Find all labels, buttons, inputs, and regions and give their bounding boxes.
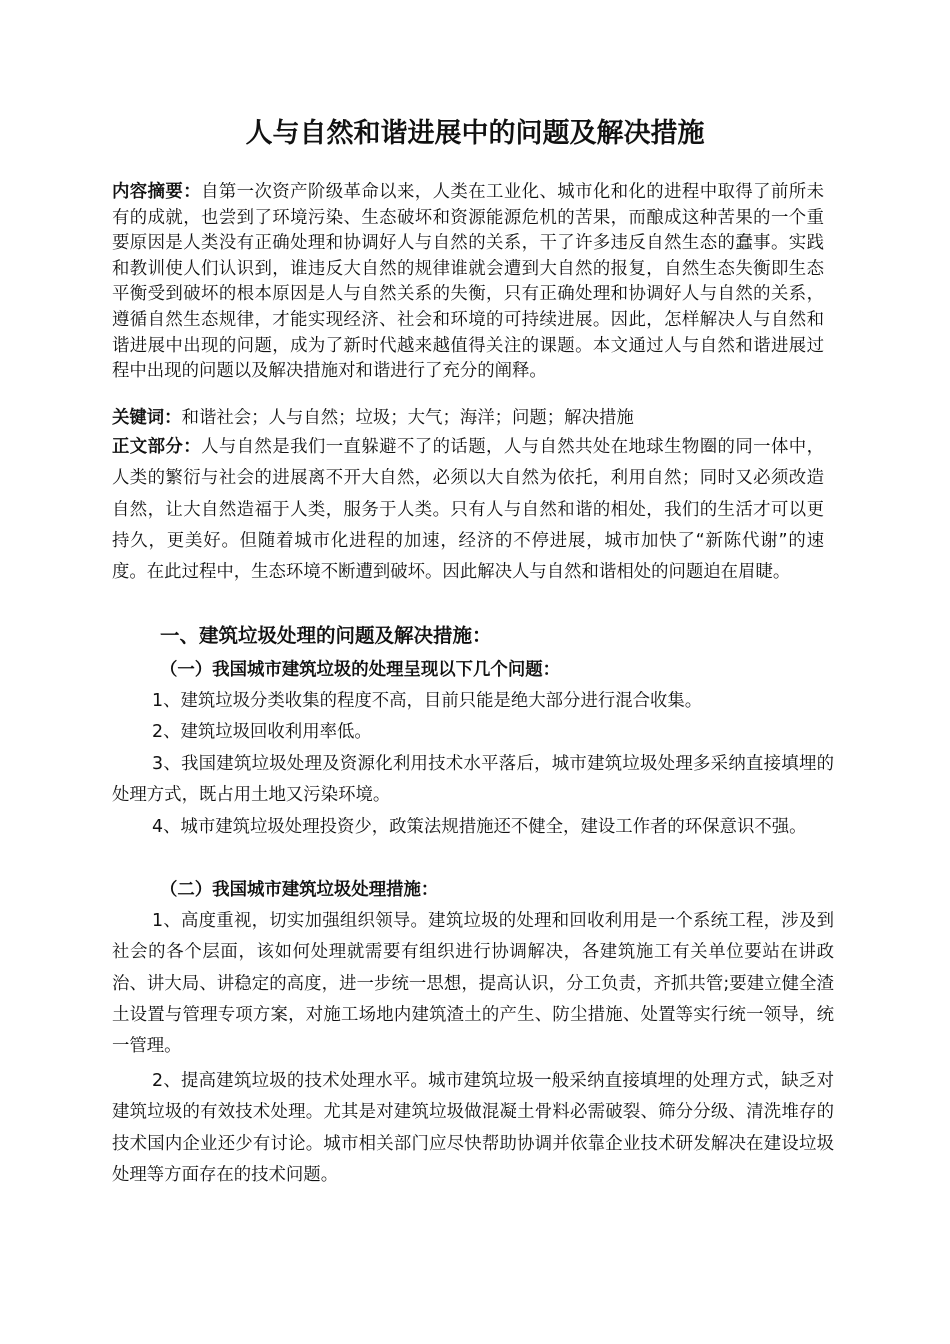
problem-item: 1、建筑垃圾分类收集的程度不高，目前只能是绝大部分进行混合收集。 [152, 691, 703, 711]
body-paragraph [112, 432, 824, 588]
section-heading: 一、建筑垃圾处理的问题及解决措施： [160, 624, 492, 647]
measure-item: 1、高度重视，切实加强组织领导。建筑垃圾的处理和回收利用是一个系统工程，涉及到社会的各个层面，该如何处理就需要有组织进行协调解决，各建筑施工有关单位要站在讲政治、讲大局、讲稳定的高度，进一步统一思想，提高认识，分工负责，齐抓共管;要建立健全渣土设置与管理专项方案，对施工场地内建筑渣土的产生、防尘措施、处置等实行统一领导，统一管理。 [112, 911, 834, 1057]
abstract-paragraph [112, 180, 824, 385]
keywords-label: 关键词： [112, 408, 182, 428]
keywords-line [112, 406, 824, 431]
measure-item: 2、提高建筑垃圾的技术处理水平。城市建筑垃圾一般采纳直接填埋的处理方式，缺乏对建筑垃圾的有效技术处理。尤其是对建筑垃圾做混凝土骨料必需破裂、筛分分级、清洗堆存的技术国内企业还少有讨论。城市相关部门应尽快帮助协调并依靠企业技术研发解决在建设垃圾处理等方面存在的技术问题。 [112, 1071, 834, 1185]
body-text: 人与自然是我们一直躲避不了的话题，人与自然共处在地球生物圈的同一体中，人类的繁衍与社会的进展离不开大自然，必须以大自然为依托，利用自然；同时又必须改造自然，让大自然造福于人类，服务于人类。只有人与自然和谐的相处，我们的生活才可以更持久，更美好。但随着城市化进程的加速，经济的不停进展，城市加快了“新陈代谢”的速度。在此过程中，生态环境不断遭到破坏。因此解决人与自然和谐相处的问题迫在眉睫。 [112, 437, 824, 583]
abstract-text: 自第一次资产阶级革命以来，人类在工业化、城市化和化的进程中取得了前所未有的成就，也尝到了环境污染、生态破坏和资源能源危机的苦果，而酿成这种苦果的一个重要原因是人类没有正确处理和协调好人与自然的关系，干了许多违反自然生态的蠢事。实践和教训使人们认识到，谁违反大自然的规律谁就会遭到大自然的报复，自然生态失衡即生态平衡受到破坏的根本原因是人与自然关系的失衡，只有正确处理和协调好人与自然的关系，遵循自然生态规律，才能实现经济、社会和环境的可持续进展。因此，怎样解决人与自然和谐进展中出现的问题，成为了新时代越来越值得关注的课题。本文通过人与自然和谐进展过程中出现的问题以及解决措施对和谐进行了充分的阐释。 [112, 182, 824, 382]
body-label: 正文部分： [112, 437, 202, 457]
problem-item: 4、城市建筑垃圾处理投资少，政策法规措施还不健全，建设工作者的环保意识不强。 [152, 817, 807, 837]
subsection-heading: （二）我国城市建筑垃圾处理措施： [160, 880, 439, 900]
problem-item: 3、我国建筑垃圾处理及资源化利用技术水平落后，城市建筑垃圾处理多采纳直接填埋的处理方式，既占用土地又污染环境。 [112, 754, 834, 806]
document-title: 人与自然和谐进展中的问题及解决措施 [245, 118, 705, 149]
keywords-text: 和谐社会；人与自然；垃圾；大气；海洋；问题；解决措施 [181, 408, 634, 428]
abstract-label: 内容摘要： [112, 182, 202, 202]
problem-item: 2、建筑垃圾回收利用率低。 [152, 722, 372, 742]
subsection-heading: （一）我国城市建筑垃圾的处理呈现以下几个问题： [160, 660, 560, 680]
